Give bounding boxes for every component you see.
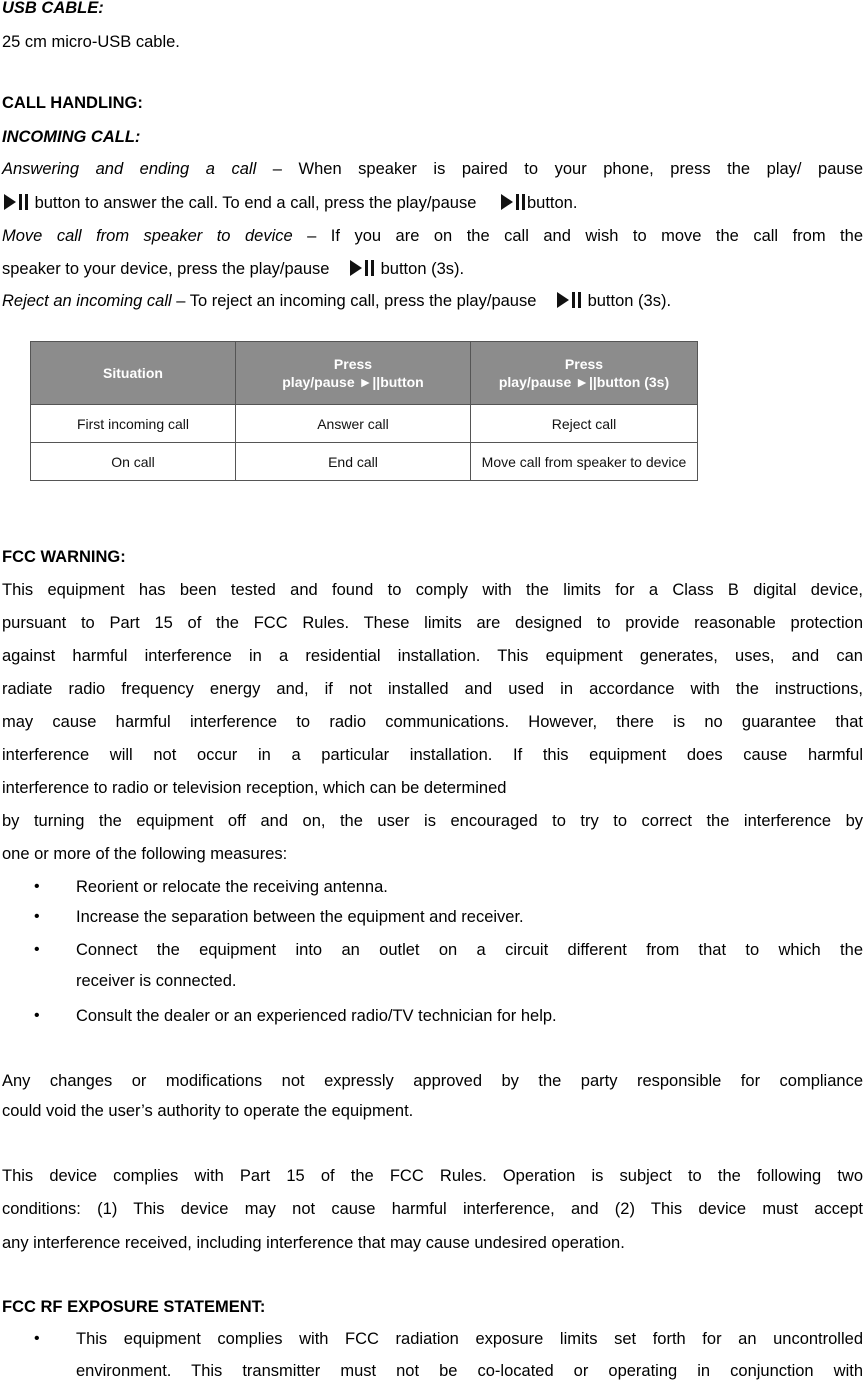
call-handling-table bbox=[30, 341, 698, 481]
reject-text-a: – To reject an incoming call, press the play/pause bbox=[171, 292, 541, 310]
answering-line-2 bbox=[2, 193, 577, 213]
part15-line: any interference received, including interference that may cause undesired operation. bbox=[2, 1234, 625, 1252]
usb-cable-text: 25 cm micro-USB cable. bbox=[2, 33, 180, 51]
move-line-2 bbox=[2, 259, 464, 279]
bullet-marker: • bbox=[34, 878, 40, 895]
fcc-warning-line: interference will not occur in a particular installation. If this equipment does cause harmful bbox=[2, 746, 863, 764]
fcc-warning-heading: FCC WARNING: bbox=[2, 548, 126, 566]
rf-bullet-line: environment. This transmitter must not be co-located or operating in conjunction with bbox=[76, 1362, 863, 1380]
fcc-bullet-item: Increase the separation between the equipment and receiver. bbox=[76, 908, 524, 926]
fcc-warning-line: radiate radio frequency energy and, if not installed and used in accordance with the instructions, bbox=[2, 680, 863, 698]
answering-text-1: – When speaker is paired to your phone, press the play/ pause bbox=[256, 160, 863, 178]
header-press-3s: Press play/pause ►||button (3s) bbox=[471, 342, 698, 405]
play-pause-icon bbox=[555, 291, 583, 309]
usb-cable-heading: USB CABLE: bbox=[2, 0, 104, 17]
fcc-bullet-item: Reorient or relocate the receiving antenna. bbox=[76, 878, 388, 896]
answering-text-2a: button to answer the call. To end a call, press the play/pause bbox=[30, 194, 481, 212]
table-header-row bbox=[31, 342, 698, 405]
fcc-warning-line: may cause harmful interference to radio communications. However, there is no guarantee that bbox=[2, 713, 863, 731]
rf-exposure-heading: FCC RF EXPOSURE STATEMENT: bbox=[2, 1298, 266, 1316]
fcc-bullet-item: Connect the equipment into an outlet on a circuit different from that to which the bbox=[76, 941, 863, 959]
fcc-bullet-item: Consult the dealer or an experienced radio/TV technician for help. bbox=[76, 1007, 557, 1025]
table-cell: Reject call bbox=[471, 405, 698, 443]
changes-line: could void the user’s authority to operate the equipment. bbox=[2, 1102, 414, 1120]
rf-bullet-line: This equipment complies with FCC radiation exposure limits set forth for an uncontrolled bbox=[76, 1330, 863, 1348]
reject-line bbox=[2, 291, 671, 311]
fcc-warning-line: against harmful interference in a residential installation. This equipment generates, uses, and can bbox=[2, 647, 863, 665]
answering-term: Answering and ending a call bbox=[2, 160, 257, 178]
table-cell: Answer call bbox=[236, 405, 471, 443]
part15-line: This device complies with Part 15 of the FCC Rules. Operation is subject to the following two bbox=[2, 1167, 863, 1185]
reject-term: Reject an incoming call bbox=[2, 292, 172, 310]
table-cell: Move call from speaker to device bbox=[471, 443, 698, 481]
fcc-warning-line: This equipment has been tested and found to comply with the limits for a Class B digital device, bbox=[2, 581, 863, 599]
table-cell: On call bbox=[31, 443, 236, 481]
bullet-marker: • bbox=[34, 1330, 40, 1347]
play-pause-icon bbox=[348, 259, 376, 277]
table-row bbox=[31, 443, 698, 481]
move-term: Move call from speaker to device bbox=[2, 227, 293, 245]
play-pause-icon bbox=[2, 193, 30, 211]
move-line-1 bbox=[2, 226, 863, 246]
bullet-marker: • bbox=[34, 908, 40, 925]
incoming-call-subheading: INCOMING CALL: bbox=[2, 128, 141, 146]
answering-line-1 bbox=[2, 159, 863, 179]
move-text-1: – If you are on the call and wish to move the call from the bbox=[292, 227, 863, 245]
table-cell: First incoming call bbox=[31, 405, 236, 443]
call-handling-heading: CALL HANDLING: bbox=[2, 94, 143, 112]
table-row bbox=[31, 405, 698, 443]
bullet-marker: • bbox=[34, 1007, 40, 1024]
bullet-marker: • bbox=[34, 941, 40, 958]
header-situation: Situation bbox=[31, 342, 236, 405]
fcc-warning-line: interference to radio or television reception, which can be determined bbox=[2, 779, 507, 797]
fcc-warning-line: by turning the equipment off and on, the user is encouraged to try to correct the interference by bbox=[2, 812, 863, 830]
reject-text-b: button (3s). bbox=[583, 292, 672, 310]
move-text-2b: button (3s). bbox=[376, 260, 465, 278]
play-pause-icon bbox=[499, 193, 527, 211]
header-press: Press play/pause ►||button bbox=[236, 342, 471, 405]
table-cell: End call bbox=[236, 443, 471, 481]
part15-line: conditions: (1) This device may not cause harmful interference, and (2) This device must accept bbox=[2, 1200, 863, 1218]
fcc-warning-line: one or more of the following measures: bbox=[2, 845, 288, 863]
answering-text-2b: button. bbox=[526, 194, 578, 212]
changes-line: Any changes or modifications not expressly approved by the party responsible for compliance bbox=[2, 1072, 863, 1090]
fcc-warning-line: pursuant to Part 15 of the FCC Rules. These limits are designed to provide reasonable protection bbox=[2, 614, 863, 632]
fcc-bullet-item-continued: receiver is connected. bbox=[76, 972, 237, 990]
move-text-2a: speaker to your device, press the play/pause bbox=[2, 260, 335, 278]
